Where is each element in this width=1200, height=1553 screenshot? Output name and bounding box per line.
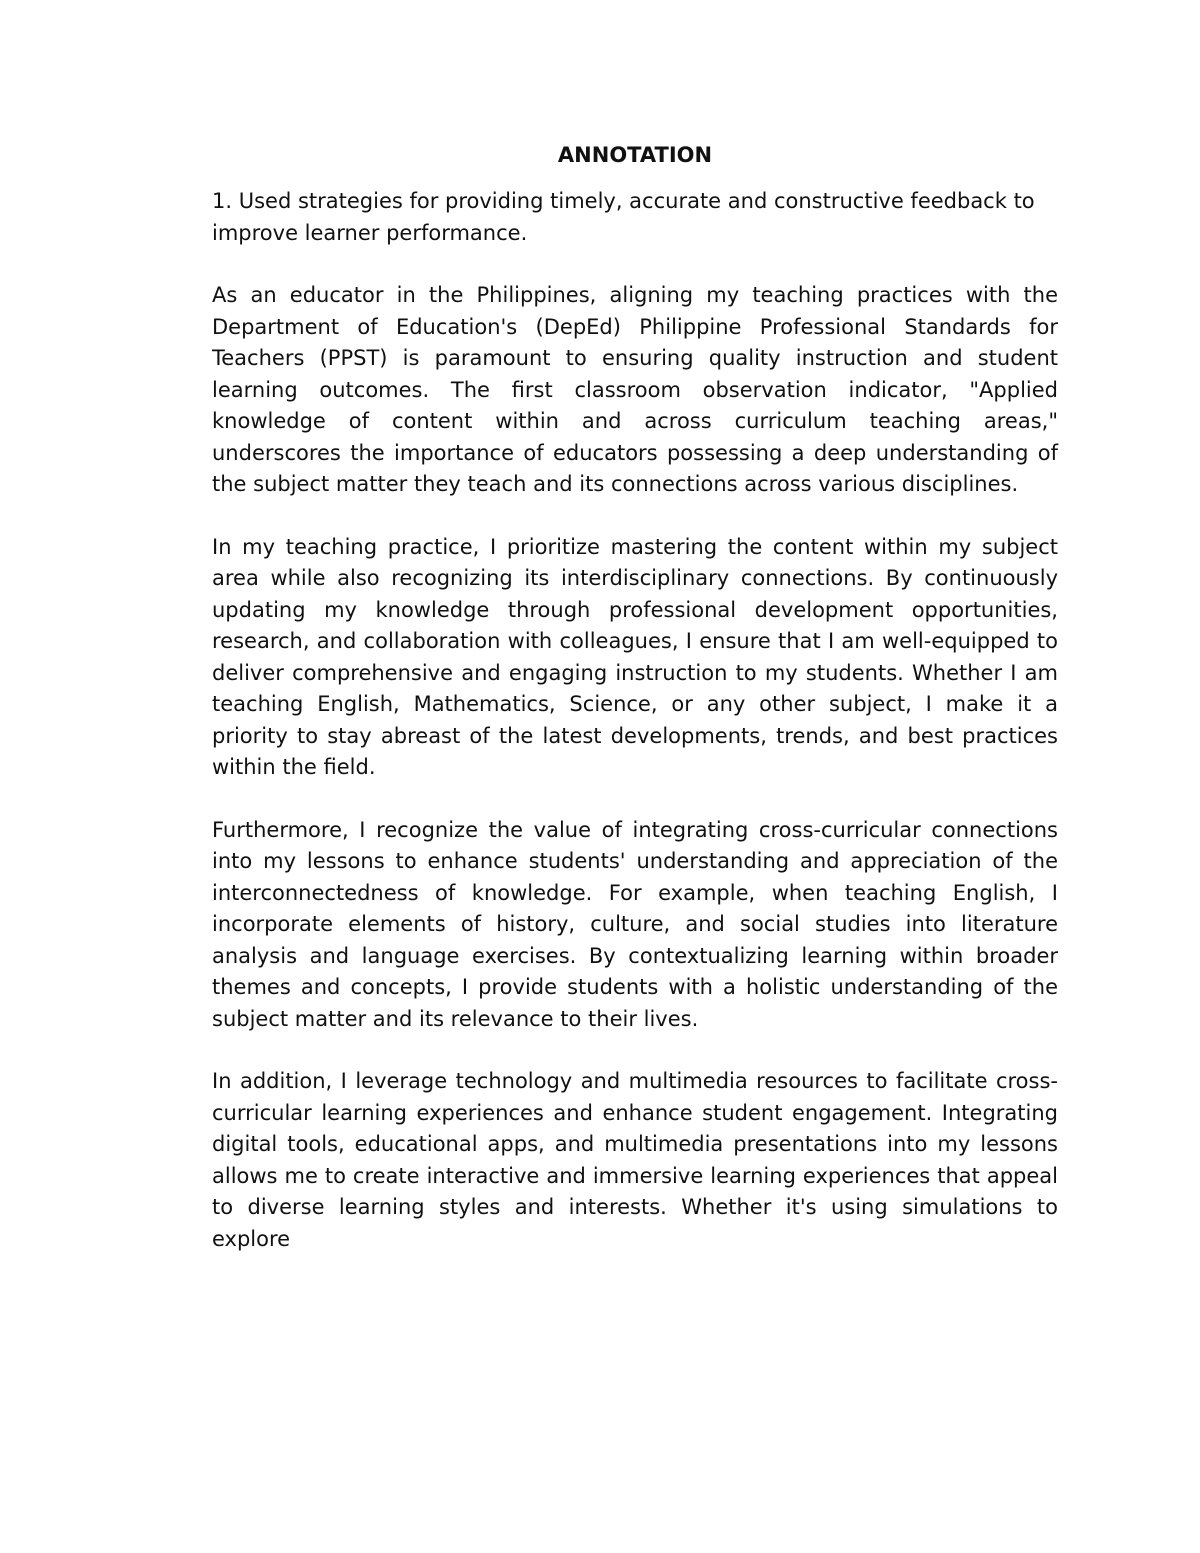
indicator-heading: 1. Used strategies for providing timely, accurate and constructive feedback to improve learner performance. — [212, 189, 1035, 245]
paragraph-cross-curricular: Furthermore, I recognize the value of integrating cross-curricular connections into my lessons to enhance students' understanding and appreciation of the interconnectedness of knowledge. For example, when teaching English, I incorporate elements of history, culture, and social studies into literature analysis and language exercises. By contextualizing learning within broader themes and concepts, I provide students with a holistic understanding of the subject matter and its relevance to their lives. — [212, 817, 1058, 1031]
paragraph-teaching-practice: In my teaching practice, I prioritize mastering the content within my subject area while also recognizing its interdisciplinary connections. By continuously updating my knowledge through professional development opportunities, research, and collaboration with colleagues, I ensure that I am well-equipped to deliver comprehensive and engaging instruction to my students. Whether I am teaching English, Mathematics, Science, or any other subject, I make it a priority to stay abreast of the latest developments, trends, and best practices within the field. — [212, 534, 1058, 779]
paragraph-ppst-alignment: As an educator in the Philippines, aligning my teaching practices with the Department of Education's (DepEd) Philippine Professional Standards for Teachers (PPST) is paramount to ensuring quality instruction and student learning outcomes. The first classroom observation indicator, "Applied knowledge of content within and across curriculum teaching areas," underscores the importance of educators possessing a deep understanding of the subject matter they teach and its connections across various disciplines. — [212, 283, 1058, 496]
document-title: ANNOTATION — [557, 143, 713, 167]
document-body — [212, 139, 1058, 1255]
paragraph-technology: In addition, I leverage technology and multimedia resources to facilitate cross-curricular learning experiences and enhance student engagement. Integrating digital tools, educational apps, and multimedia presentations into my lessons allows me to create interactive and immersive learning experiences that appeal to diverse learning styles and interests. Whether it's using simulations to explore — [212, 1069, 1058, 1251]
